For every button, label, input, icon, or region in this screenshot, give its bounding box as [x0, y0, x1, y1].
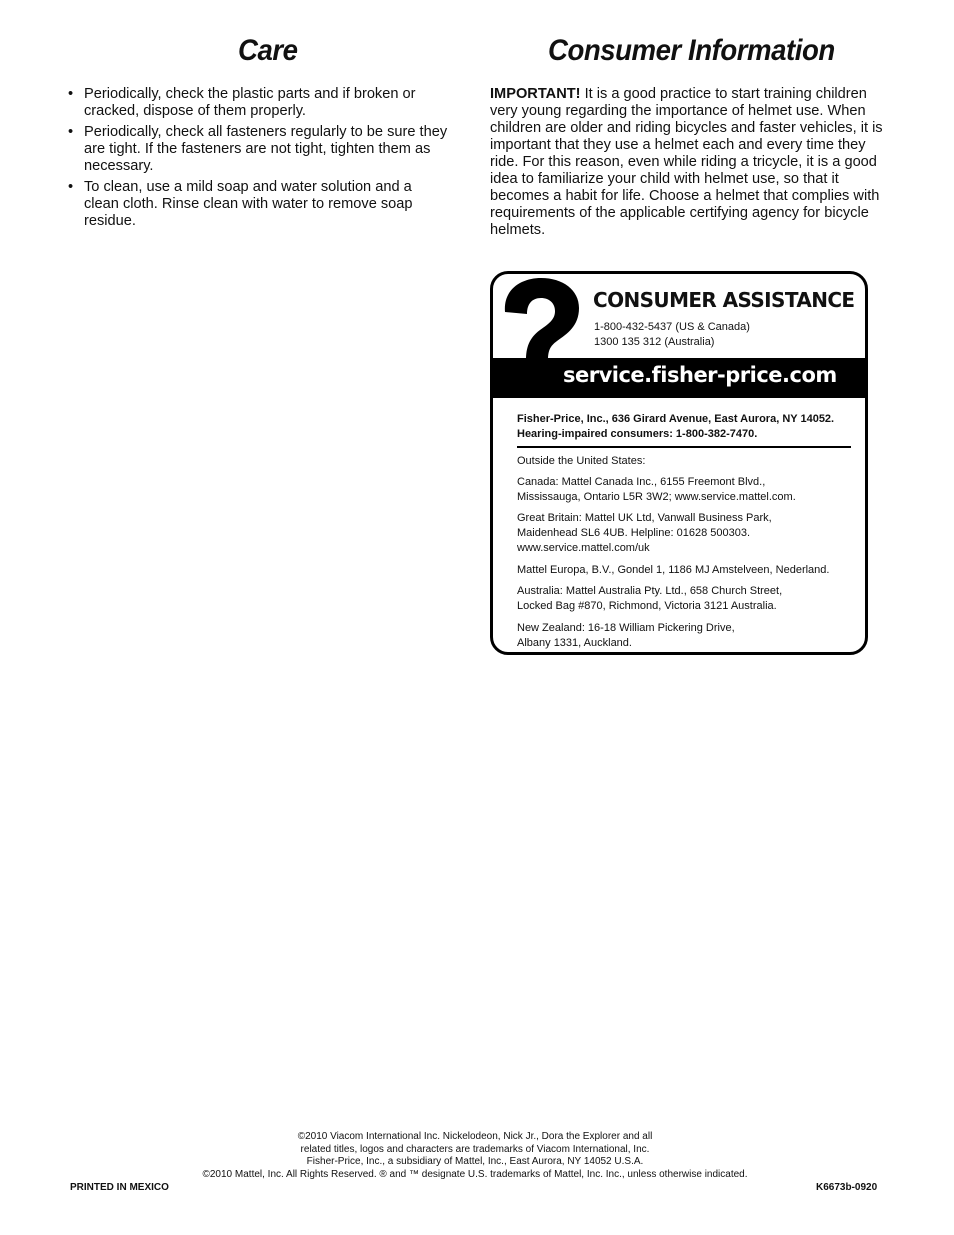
copyright-notice	[170, 1131, 780, 1181]
fp-address-line: Fisher-Price, Inc., 636 Girard Avenue, East Aurora, NY 14052.	[517, 413, 835, 425]
bullet-icon: •	[68, 179, 74, 195]
fisher-price-address	[517, 412, 851, 448]
care-bullet-text: Periodically, check all fasteners regularly to be sure they are tight. If the fasteners are not tight, tighten them as necessary.	[84, 124, 448, 174]
care-bullet-list	[68, 86, 448, 234]
phone-australia: 1300 135 312 (Australia)	[594, 336, 715, 348]
service-url-link[interactable]: service.fisher-price.com	[563, 363, 837, 387]
bullet-icon: •	[68, 86, 74, 102]
consumer-assistance-box	[490, 271, 868, 655]
copyright-line: ©2010 Mattel, Inc. All Rights Reserved. ® and ™ designate U.S. trademarks of Mattel, Inc. Inc., unless otherwise indicated.	[202, 1168, 748, 1180]
address-line: New Zealand: 16-18 William Pickering Drive,	[517, 622, 735, 634]
outside-us-label	[517, 454, 857, 469]
printed-in-label: PRINTED IN MEXICO	[70, 1182, 169, 1193]
important-label: IMPORTANT!	[490, 86, 581, 102]
copyright-line: related titles, logos and characters are trademarks of Viacom International, Inc.	[300, 1143, 650, 1155]
consumer-information-paragraph	[490, 86, 888, 239]
document-code: K6673b-0920	[816, 1182, 878, 1193]
address-line: Locked Bag #870, Richmond, Victoria 3121 Australia.	[517, 600, 777, 612]
address-line: Australia: Mattel Australia Pty. Ltd., 658 Church Street,	[517, 585, 783, 597]
great-britain-address	[517, 511, 857, 556]
new-zealand-address	[517, 621, 857, 651]
europa-address	[517, 563, 857, 578]
address-line: Great Britain: Mattel UK Ltd, Vanwall Business Park,	[517, 512, 772, 524]
copyright-line: Fisher-Price, Inc., a subsidiary of Mattel, Inc., East Aurora, NY 14052 U.S.A.	[306, 1156, 644, 1168]
canada-address	[517, 475, 857, 505]
address-line: Albany 1331, Auckland.	[517, 637, 632, 649]
australia-address	[517, 584, 857, 614]
care-bullet-item	[68, 86, 448, 120]
care-bullet-item	[68, 124, 448, 175]
address-line: Maidenhead SL6 4UB. Helpline: 01628 500303.	[517, 527, 751, 539]
care-bullet-item	[68, 179, 448, 230]
care-bullet-text: Periodically, check the plastic parts and if broken or cracked, dispose of them properly.	[84, 86, 416, 119]
address-line: Mississauga, Ontario L5R 3W2; www.service.mattel.com.	[517, 491, 796, 503]
consumer-information-heading: Consumer Information	[548, 34, 835, 67]
care-heading: Care	[238, 34, 298, 67]
consumer-assistance-title: CONSUMER ASSISTANCE	[593, 288, 855, 312]
address-line: Mattel Europa, B.V., Gondel 1, 1186 MJ Amstelveen, Nederland.	[517, 564, 830, 576]
address-line: www.service.mattel.com/uk	[517, 542, 650, 554]
copyright-line: ©2010 Viacom International Inc. Nickelodeon, Nick Jr., Dora the Explorer and all	[297, 1131, 653, 1142]
hearing-impaired-line: Hearing-impaired consumers: 1-800-382-7470.	[517, 428, 758, 440]
address-line: Canada: Mattel Canada Inc., 6155 Freemont Blvd.,	[517, 476, 766, 488]
care-bullet-text: To clean, use a mild soap and water solution and a clean cloth. Rinse clean with water to remove soap residue.	[84, 179, 413, 229]
outside-us-text: Outside the United States:	[517, 455, 646, 467]
phone-us-canada: 1-800-432-5437 (US & Canada)	[594, 321, 750, 333]
consumer-information-text: It is a good practice to start training children very young regarding the importance of helmet use. When children are older and riding bicycles and faster vehicles, it is important that they use a helmet each and every time they ride. For this reason, even while riding a tricycle, it is a good idea to familiarize your child with helmet use, so that it becomes a habit for life. Choose a helmet that complies with requirements of the applicable certifying agency for bicycle helmets.	[490, 86, 883, 238]
bullet-icon: •	[68, 124, 74, 140]
